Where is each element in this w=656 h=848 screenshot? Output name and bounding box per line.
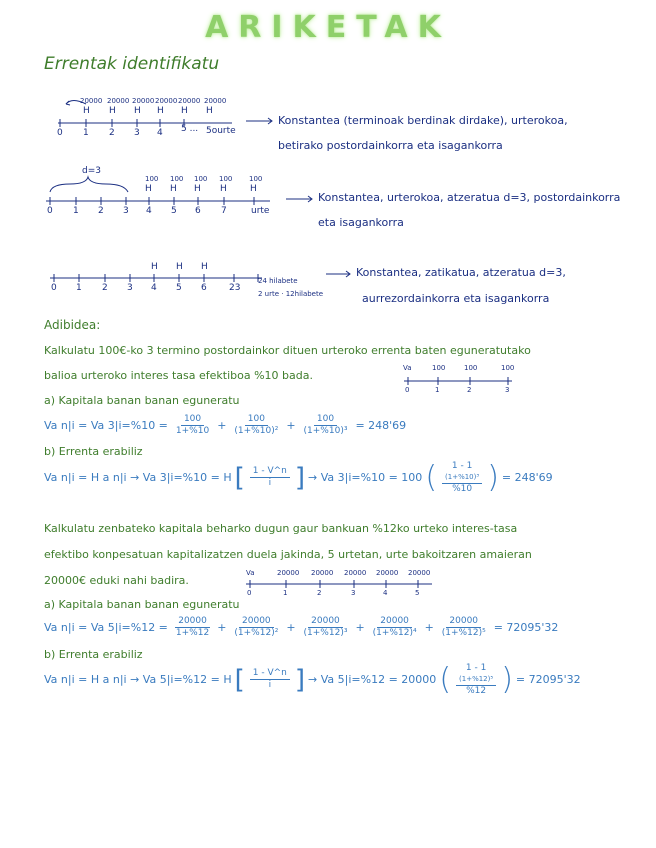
tl2-label: 2 — [98, 206, 104, 216]
frac-num: 1 - V^n — [250, 466, 290, 478]
tl1-label: 0 — [57, 128, 63, 138]
tl2-label: 4 — [146, 206, 152, 216]
tl2-amount: 100 — [170, 175, 184, 183]
tl1-amount: 20000 — [178, 97, 201, 105]
frac-den: 1+%10 — [175, 426, 210, 436]
ex2-b-heading: b) Errenta erabiliz — [44, 648, 143, 661]
tl3-label: 3 — [127, 283, 133, 293]
example-heading: Adibidea: — [44, 318, 101, 332]
tl2-label: 1 — [73, 206, 79, 216]
tl1-desc: Konstantea (terminoak berdinak dirdake), urterokoa, — [278, 114, 568, 127]
tl1-desc: betirako postordainkorra eta isagankorra — [278, 139, 503, 152]
ex2-a-result: = 72095'32 — [493, 621, 559, 634]
tl2-desc: eta isagankorra — [318, 216, 404, 229]
tl1-amount: 20000 — [132, 97, 155, 105]
frac-num: 100 — [314, 414, 337, 426]
tl2-amount: 100 — [194, 175, 208, 183]
tl1-marker: H — [181, 106, 188, 116]
ex2-tl-amount: 20000 — [408, 569, 431, 577]
tl1-label: 3 — [134, 128, 140, 138]
ex2-tl-amount: 20000 — [344, 569, 367, 577]
tl3-note: 24 hilabete — [258, 277, 298, 285]
tl1-label: 4 — [157, 128, 163, 138]
tl1-marker: H — [109, 106, 116, 116]
tl2-label: 6 — [195, 206, 201, 216]
ex2-tl-amount: 20000 — [311, 569, 334, 577]
tl2-marker: H — [194, 184, 201, 194]
frac-num: 100 — [181, 414, 204, 426]
ex2-tl-label: 0 — [247, 589, 252, 597]
ex1-b-lhs: Va n|i = H a n|i → Va 3|i=%10 = H — [44, 471, 232, 484]
ex2-tl-label: 1 — [283, 589, 288, 597]
tl2-desc: Konstantea, urterokoa, atzeratua d=3, postordainkorra — [318, 191, 621, 204]
tl2-delay: d=3 — [82, 166, 101, 176]
page-title: ARIKETAK — [205, 10, 451, 45]
tl1-label-end: 5ourte — [206, 126, 236, 136]
ex1-a-lhs: Va n|i = Va 3|i=%10 = — [44, 419, 168, 432]
ex2-tl-amount: 20000 — [376, 569, 399, 577]
ex2-b-result: = 72095'32 — [515, 673, 581, 686]
ex2-statement: efektibo konpesatuan kapitalizatzen duela jakinda, 5 urtetan, urte bakoitzaren amaieran — [44, 548, 532, 561]
ex1-a-result: = 248'69 — [355, 419, 407, 432]
tl3-label: 4 — [151, 283, 157, 293]
frac-den: i — [268, 478, 272, 488]
ex1-tl-label: 3 — [505, 386, 510, 394]
tl2-label: 5 — [171, 206, 177, 216]
tl3-label: 2 — [102, 283, 108, 293]
frac-den: (1+%12)³ — [303, 628, 348, 638]
tl2-label: 7 — [221, 206, 227, 216]
ex1-statement: balioa urteroko interes tasa efektiboa %10 bada. — [44, 369, 313, 382]
ex1-tl-amount: 100 — [501, 364, 515, 372]
tl3-note: 2 urte · 12hilabete — [258, 290, 324, 298]
frac-den: %12 — [466, 685, 487, 696]
tl3-label: 1 — [76, 283, 82, 293]
section-heading: Errentak identifikatu — [44, 54, 220, 74]
ex2-tl-label: 4 — [383, 589, 388, 597]
tl3-label: 0 — [51, 283, 57, 293]
tl2-amount: 100 — [145, 175, 159, 183]
ex2-statement: 20000€ eduki nahi badira. — [44, 574, 189, 587]
tl1-label: 5 ... — [181, 124, 199, 134]
ex1-tl-amount: 100 — [464, 364, 478, 372]
tl1-amount: 20000 — [155, 97, 178, 105]
ex2-b-mid: → Va 5|i=%12 = 20000 — [308, 673, 437, 686]
ex1-tl-label: 0 — [405, 386, 410, 394]
tl1-marker: H — [206, 106, 213, 116]
frac-num-den: (1+%10)³ — [445, 472, 480, 481]
ex2-tl-label: 2 — [317, 589, 322, 597]
tl3-marker: H — [151, 262, 158, 272]
ex2-a-heading: a) Kapitala banan banan eguneratu — [44, 598, 240, 611]
tl2-label-unit: urte — [251, 206, 270, 216]
tl1-marker: H — [134, 106, 141, 116]
ex1-tl-label: 2 — [467, 386, 472, 394]
ex1-tl-amount: Va — [403, 364, 412, 372]
frac-num: 20000 — [175, 616, 210, 628]
frac-num-den: (1+%12)⁵ — [459, 674, 494, 683]
tl3-label: 23 — [229, 283, 241, 293]
ex1-a-heading: a) Kapitala banan banan eguneratu — [44, 394, 240, 407]
ex2-a-formula: Va n|i = Va 5|i=%12 = $\frac{20000}{1+\%12}$ + $\frac{20000}{\text{(1+\%12)²}}$ + $\frac{20000}{\text{(1+\%12)³}}$ + $\frac{20000}{\text{(1+\%12)⁴}}$ + $\frac{20000}{\text{(1+\%12)⁵}}$ = 72095'32 — [44, 616, 559, 638]
tl3-marker: H — [201, 262, 208, 272]
ex2-tl-amount: Va — [246, 569, 255, 577]
ex1-statement: Kalkulatu 100€-ko 3 termino postordainkor dituen urteroko errenta baten egunerat​utako — [44, 344, 531, 357]
tl1-amount: 20000 — [80, 97, 103, 105]
frac-num: 20000 — [446, 616, 481, 628]
tl1-label: 2 — [109, 128, 115, 138]
frac-den: 1+%12 — [175, 628, 210, 638]
ex2-statement: Kalkulatu zenbateko kapitala beharko dugun gaur bankuan %12ko urteko interes-tasa — [44, 522, 518, 535]
tl2-label: 3 — [123, 206, 129, 216]
frac-den: i — [268, 680, 272, 690]
tl2-amount: 100 — [219, 175, 233, 183]
frac-den: (1+%12)⁵ — [441, 628, 486, 638]
tl2-marker: H — [220, 184, 227, 194]
frac-num: 1 - V^n — [250, 668, 290, 680]
ex1-tl-amount: 100 — [432, 364, 446, 372]
frac-num: 20000 — [239, 616, 274, 628]
frac-den: (1+%12)² — [234, 628, 279, 638]
tl3-label: 6 — [201, 283, 207, 293]
ex1-b-formula: Va n|i = H a n|i → Va 3|i=%10 = H [ $\frac{1 - V\^{}n}{i}$ ] → Va 3|i=%10 = 100 ( 1 - 1 (1+%10)³ %10 ) = 248'69 — [44, 460, 553, 495]
ex1-a-formula: Va n|i = Va 3|i=%10 = $\frac{100}{1+\%10}$ + $\frac{100}{\text{(1+\%10)²}}$ + $\frac{100}{\text{(1+\%10)³}}$ = 248'69 — [44, 414, 407, 436]
tl3-marker: H — [176, 262, 183, 272]
tl3-desc: Konstantea, zatikatua, atzeratua d=3, — [356, 266, 566, 279]
frac-den: %10 — [452, 483, 473, 494]
tl1-amount: 20000 — [107, 97, 130, 105]
frac-num: 20000 — [377, 616, 412, 628]
frac-den: (1+%10)² — [234, 426, 279, 436]
tl3-label: 5 — [176, 283, 182, 293]
ex1-b-heading: b) Errenta erabiliz — [44, 445, 143, 458]
ex2-b-lhs: Va n|i = H a n|i → Va 5|i=%12 = H — [44, 673, 232, 686]
tl1-marker: H — [83, 106, 90, 116]
ex2-a-lhs: Va n|i = Va 5|i=%12 = — [44, 621, 168, 634]
ex2-tl-label: 3 — [351, 589, 356, 597]
ex2-b-formula: Va n|i = H a n|i → Va 5|i=%12 = H [ $\frac{1 - V\^{}n}{i}$ ] → Va 5|i=%12 = 20000 ( 1 - 1 (1+%12)⁵ %12 ) = 72095'32 — [44, 662, 581, 697]
tl2-marker: H — [250, 184, 257, 194]
tl2-amount: 100 — [249, 175, 263, 183]
tl1-marker: H — [157, 106, 164, 116]
tl2-marker: H — [170, 184, 177, 194]
tl2-marker: H — [145, 184, 152, 194]
ex1-b-mid: → Va 3|i=%10 = 100 — [308, 471, 423, 484]
tl3-desc: aurrezordainkorra eta isagankorra — [362, 292, 550, 305]
frac-den: (1+%12)⁴ — [372, 628, 417, 638]
frac-num: 100 — [245, 414, 268, 426]
tl1-amount: 20000 — [204, 97, 227, 105]
ex2-tl-amount: 20000 — [277, 569, 300, 577]
tl1-label: 1 — [83, 128, 89, 138]
tl2-label: 0 — [47, 206, 53, 216]
ex1-tl-label: 1 — [435, 386, 440, 394]
frac-num: 20000 — [308, 616, 343, 628]
frac-num: 1 - 1 — [465, 662, 487, 673]
ex1-b-result: = 248'69 — [501, 471, 553, 484]
frac-den: (1+%10)³ — [303, 426, 348, 436]
ex2-tl-label: 5 — [415, 589, 420, 597]
frac-num: 1 - 1 — [451, 460, 473, 471]
